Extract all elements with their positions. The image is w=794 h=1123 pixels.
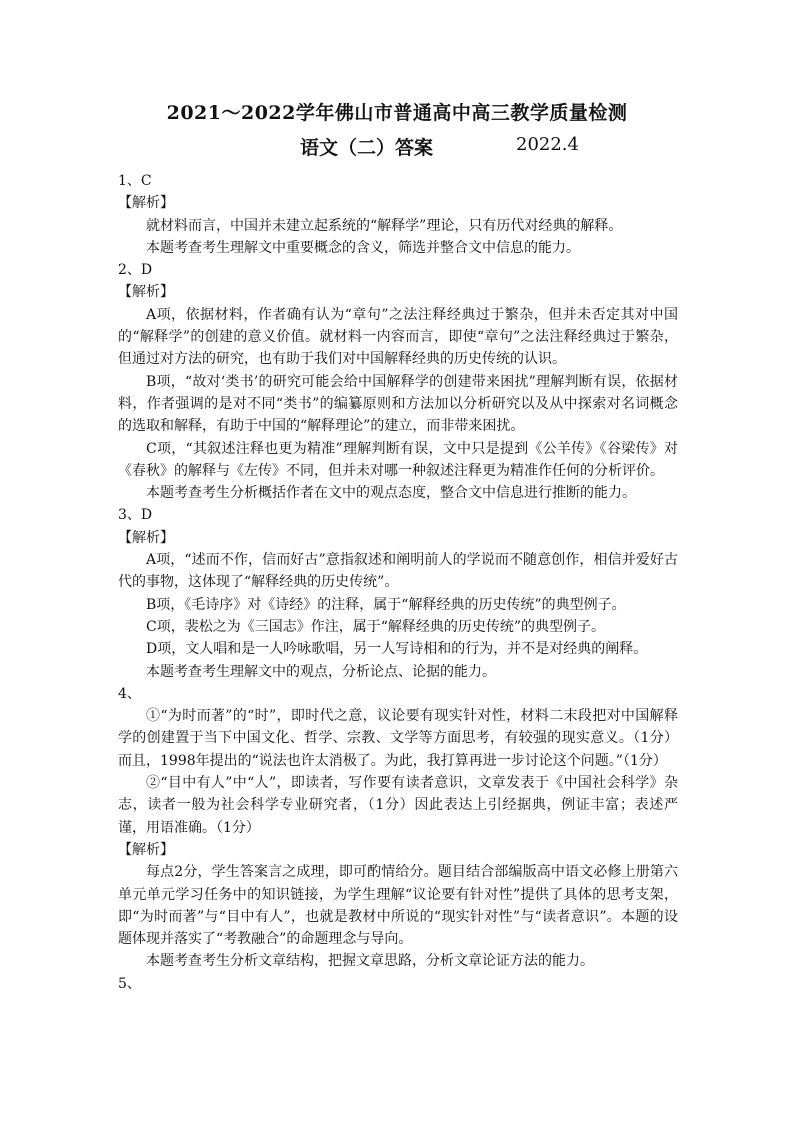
analysis-paragraph: C项，“其叙述注释也更为精准”理解判断有误，文中只是提到《公羊传》《谷梁传》对《春秋》的解释与《左传》不同，但并未对哪一种叙述注释更为精准作任何的分析评价。 (118, 440, 678, 479)
analysis-label: 【解析】 (118, 284, 174, 301)
answer-paragraph: ①“为时而著”的“时”，即时代之意，议论要有现实针对性，材料二末段把对中国解释学的创建置于当下中国文化、哲学、宗教、文学等方面思考，有较强的现实意义。（1分）而且，1998年提出的“说法也许太消极了。为此，我打算再进一步讨论这个问题。”（1分） (118, 708, 678, 769)
analysis-paragraph: C项，裴松之为《三国志》作注，属于“解释经典的历史传统”的典型例子。 (146, 618, 606, 635)
analysis-label: 【解析】 (118, 195, 174, 212)
analysis-label: 【解析】 (118, 841, 174, 858)
analysis-paragraph: B项，“故对‘类书’的研究可能会给中国解释学的创建带来困扰”理解判断有误，依据材料，作者强调的是对不同“类书”的编纂原则和方法加以分析研究以及从中探索对名词概念的选取和解释，有助于中国的“解释理论”的建立，而非带来困扰。 (118, 373, 678, 435)
analysis-paragraph: A项，“述而不作，信而好古”意指叙述和阐明前人的学说而不随意创作，相信并爱好古代的事物，这体现了“解释经典的历史传统”。 (118, 552, 678, 591)
analysis-paragraph: 本题考查考生理解文中重要概念的含义，筛选并整合文中信息的能力。 (146, 239, 580, 256)
question-number: 4、 (118, 685, 141, 702)
analysis-paragraph: 本题考查考生分析概括作者在文中的观点态度，整合文中信息进行推断的能力。 (146, 485, 636, 502)
analysis-paragraph: B项，《毛诗序》对《诗经》的注释，属于“解释经典的历史传统”的典型例子。 (146, 596, 626, 613)
document-date: 2022.4 (516, 134, 579, 155)
analysis-label: 【解析】 (118, 529, 174, 546)
analysis-paragraph: D项，文人唱和是一人吟咏歌唱，另一人写诗相和的行为，并不是对经典的阐释。 (146, 641, 648, 658)
analysis-paragraph: A项，依据材料，作者确有认为“章句”之法注释经典过于繁杂，但并未否定其对中国的“解释学”的创建的意义价值。就材料一内容而言，即使“章句”之法注释经典过于繁杂，但通过对方法的研究，也有助于我们对中国解释经典的历史传统的认识。 (118, 306, 678, 368)
analysis-paragraph: 本题考查考生理解文中的观点，分析论点、论据的能力。 (146, 663, 496, 680)
question-number: 1、C (118, 173, 152, 189)
answer-paragraph: ②“目中有人”中“人”，即读者，写作要有读者意识，文章发表于《中国社会科学》杂志，读者一般为社会科学专业研究者，（1分）因此表达上引经据典，例证丰富；表述严谨，用语准确。（1分） (118, 775, 678, 836)
question-number: 2、D (118, 262, 153, 279)
document-subtitle: 语文（二）答案 (300, 137, 434, 159)
document-title: 2021～2022学年佛山市普通高中高三教学质量检测 (166, 102, 628, 124)
question-number: 3、D (118, 507, 153, 524)
question-number: 5、 (118, 975, 141, 992)
analysis-paragraph: 本题考查考生分析文章结构，把握文章思路，分析文章论证方法的能力。 (146, 953, 594, 970)
analysis-paragraph: 每点2分，学生答案言之成理，即可酌情给分。题目结合部编版高中语文必修上册第六单元单元学习任务中的知识链接，为学生理解“议论要有针对性”提供了具体的思考支架，即“为时而著”与“目中有人”，也就是教材中所说的“现实针对性”与“读者意识”。本题的设题体现并落实了“考教融合”的命题理念与导向。 (118, 864, 678, 948)
analysis-paragraph: 就材料而言，中国并未建立起系统的“解释学”理论，只有历代对经典的解释。 (146, 217, 623, 234)
answer-content (118, 170, 678, 995)
